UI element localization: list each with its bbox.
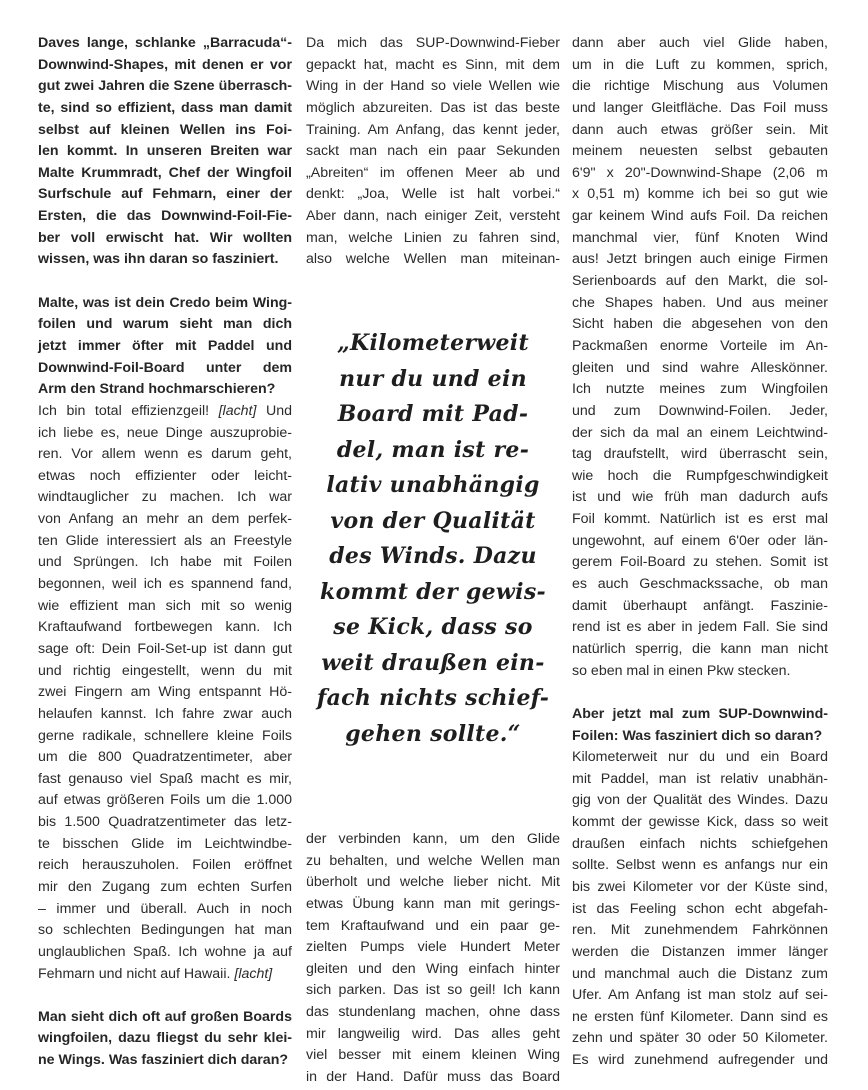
- text-line: 6'9" x 20"-Downwind-Shape (2,06 m: [572, 164, 828, 181]
- text-line: Downwind-Shapes, mit denen er vor: [38, 56, 292, 73]
- text-line: selbst auf kleinen Wellen ins Foi-: [38, 121, 292, 138]
- text-line: ist und wie früh man dadurch aufs: [572, 489, 828, 506]
- text-line: und Sprüngen. Ich habe mit Foilen: [38, 554, 292, 571]
- answer-text: Ich bin total effizienzgeil!: [38, 402, 219, 419]
- pull-quote-line: fach nichts schief-: [316, 685, 550, 711]
- text-line: in der Hand. Dafür muss das Board: [306, 1069, 560, 1086]
- text-line: gar keinem Wind aufs Foil. Da reichen: [572, 208, 828, 225]
- text-line: ist das Feeling schon echt abgefah-: [572, 900, 828, 917]
- paragraph-gap: [572, 682, 828, 704]
- answer-continuation: [572, 33, 828, 682]
- text-line: so schlechten Bedingungen hat man: [38, 922, 292, 939]
- text-line: ich liebe es, neue Dinge auszuprobie-: [38, 424, 292, 441]
- text-line: so eben mal in einen Pkw stecken.: [572, 662, 791, 679]
- text-line: ungewohnt, auf einem 6'0er oder län-: [572, 532, 828, 549]
- text-line: möglich abzureiten. Das ist das beste: [306, 99, 560, 116]
- text-line: von Anfang an mehr an dem perfek-: [38, 511, 292, 528]
- text-line: denkt: „Joa, Welle ist halt vorbei.“: [306, 186, 560, 203]
- text-line: zwei Fingern am Wing entspannt Hö-: [38, 684, 292, 701]
- text-line: te bisschen Glide im Leichtwindbe-: [38, 835, 292, 852]
- answer-text: Fehmarn und nicht auf Hawaii.: [38, 965, 235, 982]
- answer-lines: [38, 423, 292, 964]
- article-column-3: [572, 33, 828, 1072]
- text-line: Ufer. Am Anfang ist man stolz auf sei-: [572, 987, 828, 1004]
- text-line: Ersten, die das Downwind-Foil-Fie-: [38, 208, 292, 225]
- text-line: zehn und später 30 oder 50 Kilometer.: [572, 1030, 828, 1047]
- text-line: Kilometerweit nur du und ein Board: [572, 749, 828, 766]
- interview-question-3: [572, 704, 828, 747]
- text-line: Kraftaufwand fortbewegen kann. Ich: [38, 619, 292, 636]
- text-line: Wing in der Hand so viele Wellen wie: [306, 78, 560, 95]
- text-line: und richtig eingestellt, wenn du mit: [38, 662, 292, 679]
- text-line: etwas noch effizienter oder leicht-: [38, 467, 292, 484]
- pull-quote-line: Board mit Pad-: [337, 401, 529, 427]
- interview-answer-3: [572, 747, 828, 1072]
- text-line: Arm den Strand hochmarschieren?: [38, 381, 276, 398]
- interview-question-2: [38, 1007, 292, 1072]
- text-line: unglaublichen Spaß. Ich wohne ja auf: [38, 943, 292, 960]
- text-line: viel besser mit einem kleinen Wing: [306, 1047, 560, 1064]
- pull-quote-line: von der Qualität: [330, 507, 536, 534]
- interview-question-1: [38, 293, 292, 401]
- text-line: wie effizient man sich mit so wenig: [38, 597, 292, 614]
- text-line: sage oft: Dein Foil-Set-up ist dann gut: [38, 640, 292, 657]
- text-line: sich parken. Das ist so geil! Ich kann: [306, 982, 560, 999]
- text-line: tem Kraftaufwand und ein paar ge-: [306, 917, 560, 934]
- pull-quote-line: kommt der gewis-: [320, 578, 546, 605]
- text-line: aus! Jetzt bringen auch einige Firmen: [572, 251, 828, 268]
- text-line: mit Paddel, man ist relativ unabhän-: [572, 770, 828, 787]
- interview-answer-1: [38, 401, 292, 985]
- answer-last-line: [38, 964, 292, 986]
- text-line: Daves lange, schlanke „Barracuda“-: [38, 35, 292, 51]
- text-line: man, welche Linien zu fahren sind,: [306, 229, 560, 246]
- article-column-1: [38, 33, 292, 1072]
- answer-text: Und: [256, 402, 293, 419]
- text-line: Malte Krummradt, Chef der Wingfoil: [38, 164, 292, 181]
- text-line: um die 800 Quadratzentimeter, aber: [38, 749, 292, 766]
- pull-quote-line: se Kick, dass so: [333, 614, 533, 640]
- text-line: der verbinden kann, um den Glide: [306, 831, 560, 847]
- text-line: reich herauszuholen. Foilen eröffnet: [38, 857, 292, 874]
- text-line: sackt man nach ein paar Sekunden: [306, 143, 560, 160]
- text-line: ren. Vor allem wenn es darum geht,: [38, 446, 292, 463]
- text-line: werden die Distanzen immer länger: [572, 943, 828, 960]
- text-line: das stundenlang machen, ohne dass: [306, 1004, 560, 1021]
- text-line: ber voll erwischt hat. Wir wollten: [38, 229, 292, 246]
- text-line: tag draufstellt, wird überrascht sein,: [572, 446, 828, 463]
- text-line: helaufen kannst. Ich fahre zwar auch: [38, 705, 292, 722]
- text-line: wissen, was ihn daran so fasziniert.: [38, 251, 279, 268]
- text-line: zielten Pumps viele Hundert Meter: [306, 939, 560, 956]
- text-line: Aber dann, nach einiger Zeit, versteht: [306, 208, 560, 225]
- text-line: Da mich das SUP-Downwind-Fieber: [306, 35, 560, 51]
- pull-quote-line: weit draußen ein-: [321, 649, 545, 676]
- text-line: gleiten und den Wing einfach hinter: [306, 960, 560, 977]
- text-line: jetzt immer öfter mit Paddel und: [38, 337, 292, 354]
- text-line: Surfschule auf Fehmarn, einer der: [38, 186, 292, 203]
- laughs-annotation: [lacht]: [234, 965, 273, 982]
- text-line: Es wird zunehmend aufregender und: [572, 1052, 828, 1069]
- answer-continuation: [306, 33, 560, 271]
- answer-first-line: [38, 401, 292, 423]
- text-line: überholt und welche lieber nicht. Mit: [306, 874, 560, 891]
- text-line: um in die Luft zu kommen, sprich,: [572, 56, 828, 73]
- text-line: wie hoch die Rumpfgeschwindigkeit: [572, 467, 828, 484]
- answer-continuation: [306, 829, 560, 1089]
- paragraph-gap: [38, 271, 292, 293]
- text-line: Malte, was ist dein Credo beim Wing-: [38, 294, 292, 311]
- text-line: rend ist es aber in jedem Fall. Sie sind: [572, 619, 828, 636]
- text-line: meinem neuesten selbst gebauten: [572, 143, 828, 160]
- text-line: draußen einfach nichts schiefgehen: [572, 835, 828, 852]
- text-line: bis 1.500 Quadratzentimeter das letz-: [38, 814, 292, 831]
- article-column-2-bottom: [306, 829, 560, 1089]
- text-line: Serienboards auf den Markt, die sol-: [572, 273, 828, 290]
- text-line: windtauglicher zu machen. Ich war: [38, 489, 292, 506]
- text-line: Packmaßen enorme Vorteile im An-: [572, 337, 828, 354]
- intro-paragraph: [38, 33, 292, 271]
- pull-quote-line: lativ unabhängig: [326, 472, 540, 498]
- text-line: Foil kommt. Natürlich ist es erst mal: [572, 511, 828, 528]
- text-line: und langer Gleitfläche. Das Foil muss: [572, 99, 828, 116]
- text-line: und manchmal auch die Distanz zum: [572, 965, 828, 982]
- text-line: gig von der Qualität des Windes. Dazu: [572, 792, 828, 809]
- pull-quote-line: „Kilometerweit: [337, 330, 529, 356]
- text-line: te, sind so effizient, dass man damit: [38, 99, 292, 116]
- text-line: Downwind-Foil-Board unter dem: [38, 359, 292, 376]
- text-line: dann auch etwas größer sein. Mit: [572, 121, 828, 138]
- text-line: „Abreiten“ im offenen Meer ab und: [306, 164, 560, 181]
- text-line: der sich da mal an einem Leichtwind-: [572, 424, 828, 441]
- text-line: foilen und warum sieht man dich: [38, 316, 292, 333]
- text-line: begonnen, weil ich es spannend fand,: [38, 576, 292, 593]
- text-line: Sicht haben die abgesehen von den: [572, 316, 828, 333]
- text-line: ten Glide interessiert als an Freestyle: [38, 532, 292, 549]
- text-line: bis zwei Kilometer vor der Küste sind,: [572, 878, 828, 895]
- text-line: len kommt. In unseren Breiten war: [38, 143, 292, 160]
- text-line: also welche Wellen man miteinan-: [306, 251, 560, 268]
- text-line: Foilen: Was fasziniert dich so daran?: [572, 727, 823, 744]
- text-line: – immer und überall. Auch in noch: [38, 900, 292, 917]
- text-line: auf etwas größeren Foils um die 1.000: [38, 792, 292, 809]
- text-line: kommt der gewisse Kick, dass so weit: [572, 814, 828, 831]
- text-line: sollte. Selbst wenn es anfangs nur ein: [572, 857, 828, 874]
- text-line: natürlich sperrig, die kann man nicht: [572, 640, 828, 657]
- text-line: gerem Foil-Board zu stehen. Somit ist: [572, 554, 828, 571]
- laughs-annotation: [lacht]: [218, 402, 257, 419]
- text-line: manchmal vier, fünf Knoten Wind: [572, 229, 828, 246]
- pull-quote-line: del, man ist re-: [336, 436, 530, 463]
- pull-quote-line: nur du und ein: [339, 365, 527, 392]
- text-line: mir langweilig wird. Das alles geht: [306, 1025, 560, 1042]
- article-column-2-top: [306, 33, 560, 271]
- text-line: und zum Downwind-Foilen. Jeder,: [572, 402, 828, 419]
- text-line: dann aber auch viel Glide haben,: [572, 35, 828, 51]
- text-line: gut zwei Jahren die Szene überrasch-: [38, 78, 292, 95]
- text-line: damit überhaupt anfängt. Faszinie-: [572, 597, 828, 614]
- text-line: Training. Am Anfang, das kennt jeder,: [306, 121, 560, 138]
- text-line: fast genauso viel Spaß macht es mir,: [38, 770, 292, 787]
- text-line: Aber jetzt mal zum SUP-Downwind-: [572, 705, 828, 722]
- paragraph-gap: [38, 985, 292, 1007]
- text-line: etwas Übung kann man mit gerings-: [306, 895, 560, 912]
- pull-quote-line: des Winds. Dazu: [329, 543, 537, 569]
- text-line: zu behalten, und welche Wellen man: [306, 852, 560, 869]
- text-line: ne ersten fünf Kilometer. Dann sind es: [572, 1008, 828, 1025]
- text-line: Man sieht dich oft auf großen Boards: [38, 1008, 292, 1025]
- text-line: wingfoilen, dazu fliegst du sehr klei-: [38, 1030, 292, 1047]
- text-line: die richtige Mischung aus Volumen: [572, 78, 828, 95]
- pull-quote: [306, 326, 560, 752]
- text-line: che Shapes haben. Und aus meiner: [572, 294, 828, 311]
- text-line: gepackt hat, macht es Sinn, mit dem: [306, 56, 560, 73]
- text-line: gerne radikale, schnellere kleine Foils: [38, 727, 292, 744]
- text-line: Ich nutzte meines zum Wingfoilen: [572, 381, 828, 398]
- text-line: mir den Zugang zum echten Surfen: [38, 878, 292, 895]
- text-line: x 0,51 m) komme ich bei so gut wie: [572, 186, 828, 203]
- text-line: gleiten und sind wahre Alleskönner.: [572, 359, 828, 376]
- text-line: ren. Mit zunehmendem Fahrkönnen: [572, 922, 828, 939]
- text-line: es auch Geschmackssache, ob man: [572, 576, 828, 593]
- text-line: ne Wings. Was fasziniert dich daran?: [38, 1052, 289, 1069]
- pull-quote-line: gehen sollte.“: [345, 720, 521, 747]
